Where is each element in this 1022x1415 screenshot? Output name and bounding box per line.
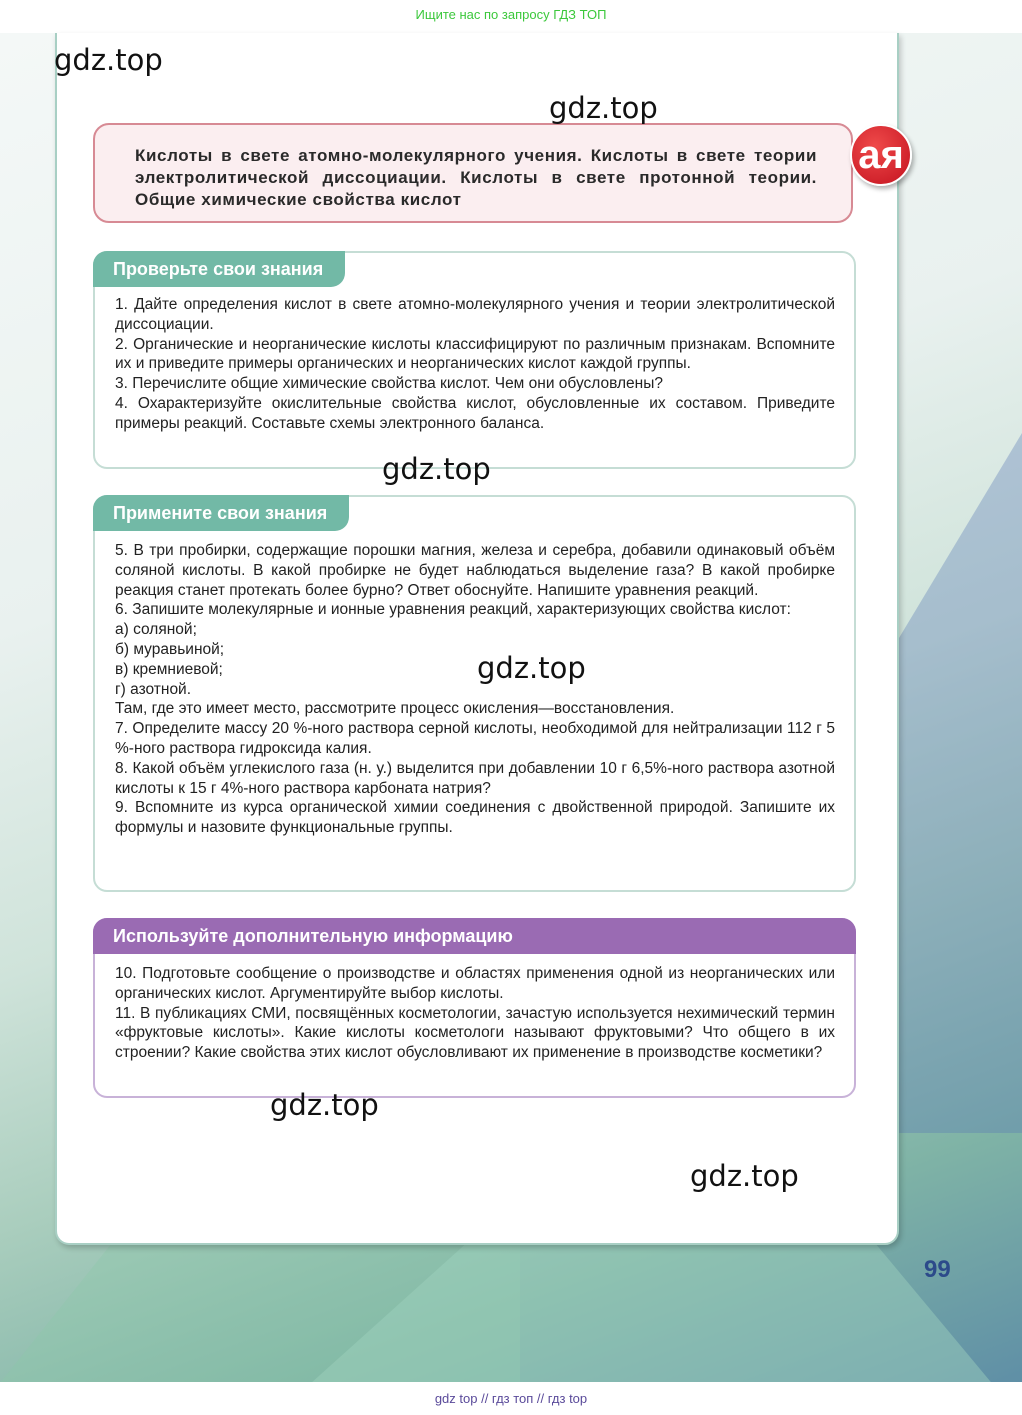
section-body [115, 295, 835, 434]
watermark: gdz.top [270, 1088, 379, 1122]
section-additional-info [93, 918, 856, 1098]
section-heading: Примените свои знания [93, 495, 349, 531]
watermark: gdz.top [382, 452, 491, 486]
question-subitem: в) кремниевой; [115, 660, 223, 678]
page-number: 99 [924, 1256, 951, 1283]
section-check-knowledge [93, 251, 856, 469]
section-heading: Используйте дополнительную информацию [93, 918, 856, 954]
section-apply-knowledge [93, 495, 856, 892]
question-subitem: б) муравьиной; [115, 640, 225, 658]
watermark: gdz.top [477, 651, 586, 685]
lesson-title: Кислоты в свете атомно-молекулярного учения. Кислоты в свете теории электролитической диссоциации. Кислоты в свете протонной теории. Общие химические свойства кислот [135, 146, 817, 209]
footer-links-note: gdz top // гдз топ // гдз top [0, 1382, 1022, 1415]
question-item: 8. Какой объём углекислого газа (н. у.) выделится при добавлении 10 г 6,5%-ного раствора азотной кислоты к 15 г 4%-ного раствора карбоната натрия? [115, 759, 835, 797]
question-item: 5. В три пробирки, содержащие порошки магния, железа и серебра, добавили одинаковый объём соляной кислоты. В какой пробирке не будет наблюдаться выделение газа? В какой пробирке реакция станет протекать более бурно? Ответ обоснуйте. Напишите уравнения реакций. [115, 542, 835, 599]
language-ay-icon: ая [850, 124, 912, 186]
question-note: Там, где это имеет место, рассмотрите процесс окисления—восстановления. [115, 700, 675, 718]
section-heading: Проверьте свои знания [93, 251, 345, 287]
question-subitem: г) азотной. [115, 680, 192, 698]
watermark: gdz.top [690, 1159, 799, 1193]
question-item: 1. Дайте определения кислот в свете атомно-молекулярного учения и теории электролитической диссоциации. [115, 296, 835, 333]
header-search-note: Ищите нас по запросу ГДЗ ТОП [0, 0, 1022, 33]
question-item: 10. Подготовьте сообщение о производстве и областях применения одной из неорганических или органических кислот. Аргументируйте выбор кислоты. [115, 965, 835, 1002]
question-item: 2. Органические и неорганические кислоты классифицируют по различным признакам. Вспомните их и приведите примеры органических и неорганических кислот каждой группы. [115, 335, 835, 373]
question-item: 9. Вспомните из курса органической химии соединения с двойственной природой. Запишите их формулы и назовите функциональные группы. [115, 799, 835, 837]
watermark: gdz.top [549, 91, 658, 125]
question-item: 6. Запишите молекулярные и ионные уравнения реакций, характеризующих свойства кислот: [115, 601, 791, 619]
watermark: gdz.top [54, 43, 163, 77]
question-item: 4. Охарактеризуйте окислительные свойства кислот, обусловленные их составом. Приведите примеры реакций. Составьте схемы электронного баланса. [115, 394, 835, 432]
question-item: 7. Определите массу 20 %-ного раствора серной кислоты, необходимой для нейтрализации 112 г 5 %-ного раствора гидроксида калия. [115, 720, 835, 757]
section-body [115, 541, 835, 838]
question-item: 11. В публикациях СМИ, посвящённых косметологии, зачастую используется нехимический термин «фруктовые кислоты». Какие кислоты косметологи называют фруктовыми? Что общего в их строении? Какие свойства этих кислот обусловливают их применение в производстве косметики? [115, 1004, 835, 1062]
question-item: 3. Перечислите общие химические свойства кислот. Чем они обусловлены? [115, 375, 663, 393]
lesson-title-box [93, 123, 853, 223]
section-body [115, 964, 835, 1063]
question-subitem: а) соляной; [115, 621, 197, 639]
